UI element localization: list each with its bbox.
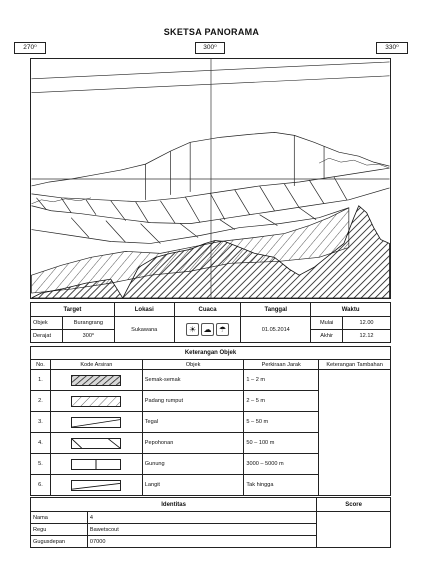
regu-value: Bawetscout	[87, 524, 316, 536]
header-tanggal: Tanggal	[241, 303, 311, 317]
row-no: 4.	[31, 433, 51, 454]
pattern-tegal	[71, 417, 121, 428]
mulai-value: 12.00	[343, 317, 391, 330]
mountain-ridge	[31, 132, 389, 199]
row-objek: Pepohonan	[142, 433, 244, 454]
info-table	[30, 302, 391, 343]
row-jarak: 1 – 2 m	[244, 370, 319, 391]
pattern-pepohonan	[71, 438, 121, 449]
row-jarak: Tak hingga	[244, 475, 319, 496]
pattern-langit	[71, 480, 121, 491]
header-target: Target	[31, 303, 115, 317]
row-objek: Langit	[142, 475, 244, 496]
objek-label: Objek	[31, 317, 63, 330]
row-jarak: 5 – 50 m	[244, 412, 319, 433]
derajat-label: Derajat	[31, 330, 63, 343]
derajat-value: 300⁰	[62, 330, 114, 343]
keterangan-table	[30, 346, 391, 496]
row-no: 3.	[31, 412, 51, 433]
lokasi-value: Sukawana	[114, 317, 174, 343]
row-no: 5.	[31, 454, 51, 475]
keterangan-tambahan	[319, 370, 391, 496]
kode-arsiran	[50, 475, 142, 496]
gugusdepan-value: 07000	[87, 536, 316, 548]
kode-arsiran	[50, 454, 142, 475]
col-tambahan: Keterangan Tambahan	[319, 360, 391, 370]
row-no: 1.	[31, 370, 51, 391]
header-lokasi: Lokasi	[114, 303, 174, 317]
score-box	[317, 512, 391, 548]
row-objek: Padang rumput	[142, 391, 244, 412]
kode-arsiran	[50, 433, 142, 454]
keterangan-title: Keterangan Objek	[31, 347, 391, 360]
col-no: No.	[31, 360, 51, 370]
row-jarak: 2 – 5 m	[244, 391, 319, 412]
identitas-table	[30, 497, 391, 548]
akhir-value: 12.12	[343, 330, 391, 343]
row-jarak: 50 – 100 m	[244, 433, 319, 454]
page-title: SKETSA PANORAMA	[163, 27, 260, 37]
row-objek: Tegal	[142, 412, 244, 433]
gugusdepan-label: Gugusdepan	[31, 536, 88, 548]
nama-value: 4	[87, 512, 316, 524]
pattern-gunung	[71, 459, 121, 470]
kode-arsiran	[50, 412, 142, 433]
col-objek: Objek	[142, 360, 244, 370]
identitas-title: Identitas	[31, 498, 317, 512]
mulai-label: Mulai	[311, 317, 343, 330]
nama-label: Nama	[31, 512, 88, 524]
sun-check-icon: ☀	[186, 323, 199, 336]
row-objek: Semak-semak	[142, 370, 244, 391]
kode-arsiran	[50, 370, 142, 391]
table-row	[31, 370, 391, 391]
pattern-semak	[71, 375, 121, 386]
col-kode: Kode Arsiran	[50, 360, 142, 370]
degree-label-right: 330⁰	[376, 42, 408, 54]
sky-lines	[31, 62, 389, 93]
rain-cloud-icon: ☂	[216, 323, 229, 336]
cuaca-cell	[174, 317, 241, 343]
header-cuaca: Cuaca	[174, 303, 241, 317]
regu-label: Regu	[31, 524, 88, 536]
degree-label-center: 300⁰	[195, 42, 225, 54]
panorama-sketch	[30, 58, 391, 299]
score-label: Score	[317, 498, 391, 512]
akhir-label: Akhir	[311, 330, 343, 343]
tanggal-value: 01.05.2014	[241, 317, 311, 343]
pattern-rumput	[71, 396, 121, 407]
tree-lines	[31, 158, 389, 204]
row-no: 2.	[31, 391, 51, 412]
row-jarak: 3000 – 5000 m	[244, 454, 319, 475]
row-no: 6.	[31, 475, 51, 496]
degree-label-left: 270⁰	[14, 42, 46, 54]
header-waktu: Waktu	[311, 303, 391, 317]
objek-value: Burangrang	[62, 317, 114, 330]
col-jarak: Perkiraan Jarak	[244, 360, 319, 370]
cloud-icon: ☁	[201, 323, 214, 336]
kode-arsiran	[50, 391, 142, 412]
row-objek: Gunung	[142, 454, 244, 475]
